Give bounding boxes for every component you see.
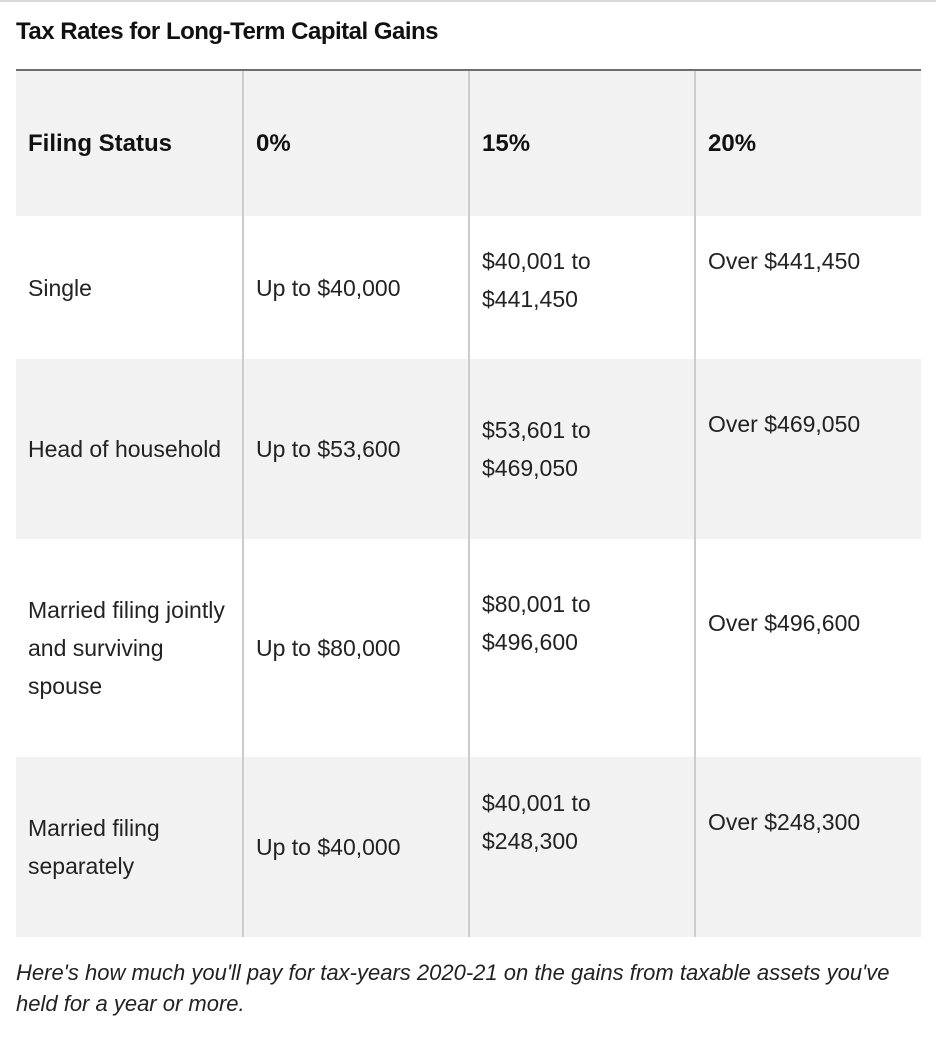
rate-0-cell: Up to $80,000 bbox=[243, 539, 469, 757]
rate-0-cell: Up to $40,000 bbox=[243, 216, 469, 359]
filing-status-cell: Married filing jointly and surviving spouse bbox=[28, 597, 225, 699]
table-row bbox=[16, 757, 921, 937]
table-footnote: Here's how much you'll pay for tax-years 2020-21 on the gains from taxable assets you've held for a year or more. bbox=[16, 960, 890, 1016]
header-rate-20: 20% bbox=[695, 71, 921, 216]
table-row bbox=[16, 359, 921, 539]
rate-20-cell: Over $248,300 bbox=[695, 757, 921, 937]
tax-rates-table-container bbox=[16, 69, 921, 937]
filing-status-cell: Head of household bbox=[28, 436, 222, 462]
rate-15-cell: $40,001 to $248,300 bbox=[469, 757, 695, 937]
rate-15-cell: $80,001 to $496,600 bbox=[469, 539, 695, 757]
filing-status-cell: Single bbox=[28, 274, 92, 301]
header-filing-status: Filing Status bbox=[28, 129, 172, 157]
tax-rates-table bbox=[16, 71, 921, 937]
header-rate-0: 0% bbox=[243, 71, 469, 216]
rate-20-cell: Over $441,450 bbox=[695, 216, 921, 359]
top-divider bbox=[0, 0, 936, 2]
filing-status-cell: Married filing separately bbox=[28, 815, 160, 879]
rate-20-cell: Over $496,600 bbox=[695, 539, 921, 757]
table-row bbox=[16, 216, 921, 359]
rate-20-cell: Over $469,050 bbox=[695, 359, 921, 539]
table-row bbox=[16, 539, 921, 757]
rate-15-cell: $53,601 to $469,050 bbox=[469, 359, 695, 539]
table-header-row bbox=[16, 71, 921, 216]
header-rate-15: 15% bbox=[469, 71, 695, 216]
table-title: Tax Rates for Long-Term Capital Gains bbox=[16, 18, 439, 45]
rate-15-cell: $40,001 to $441,450 bbox=[469, 216, 695, 359]
rate-0-cell: Up to $40,000 bbox=[243, 757, 469, 937]
rate-0-cell: Up to $53,600 bbox=[243, 359, 469, 539]
